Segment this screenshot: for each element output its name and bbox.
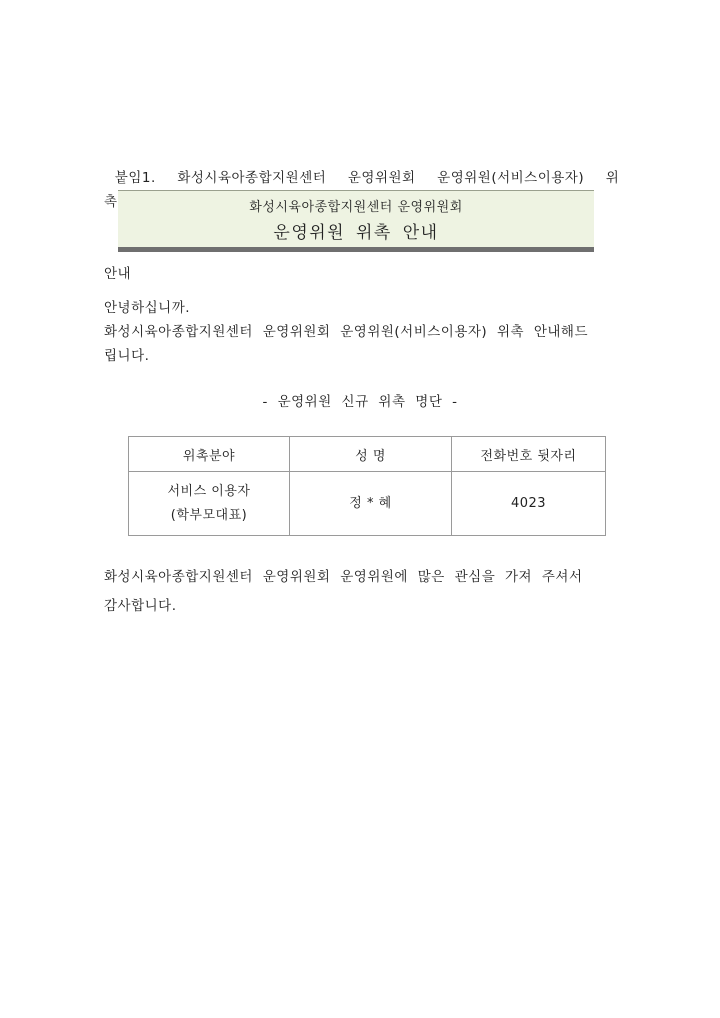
greeting-line: 립니다. (104, 348, 150, 364)
greeting-line: 화성시육아종합지원센터 운영위원회 운영위원(서비스이용자) 위촉 안내해드 (104, 324, 589, 340)
header-name: 성 명 (290, 437, 452, 472)
greeting-line: 안녕하십니까. (104, 300, 191, 316)
header-field: 위촉분야 (129, 437, 290, 472)
roster-table (128, 436, 606, 536)
cell-name: 정 * 혜 (290, 472, 452, 536)
cell-field (129, 472, 290, 536)
attachment-title-line1: 붙임1. 화성시육아종합지원센터 운영위원회 운영위원(서비스이용자) 위촉 (104, 170, 620, 210)
table-row (129, 472, 606, 536)
closing-line: 화성시육아종합지원센터 운영위원회 운영위원에 많은 관심을 가져 주셔서 (104, 569, 583, 585)
cell-field-line1: 서비스 이용자 (167, 483, 251, 499)
header-phone: 전화번호 뒷자리 (452, 437, 606, 472)
attachment-title-line2: 안내 (104, 266, 132, 282)
banner-subtitle: 화성시육아종합지원센터 운영위원회 (249, 200, 463, 215)
title-banner (118, 190, 594, 252)
greeting-paragraph (104, 296, 624, 368)
cell-field-line2: (학부모대표) (170, 507, 248, 523)
banner-title: 운영위원 위촉 안내 (273, 223, 439, 243)
closing-paragraph (104, 563, 624, 621)
cell-phone: 4023 (452, 472, 606, 536)
closing-line: 감사합니다. (104, 598, 177, 614)
roster-header-row (129, 437, 606, 472)
roster-heading: - 운영위원 신규 위촉 명단 - (262, 394, 458, 410)
